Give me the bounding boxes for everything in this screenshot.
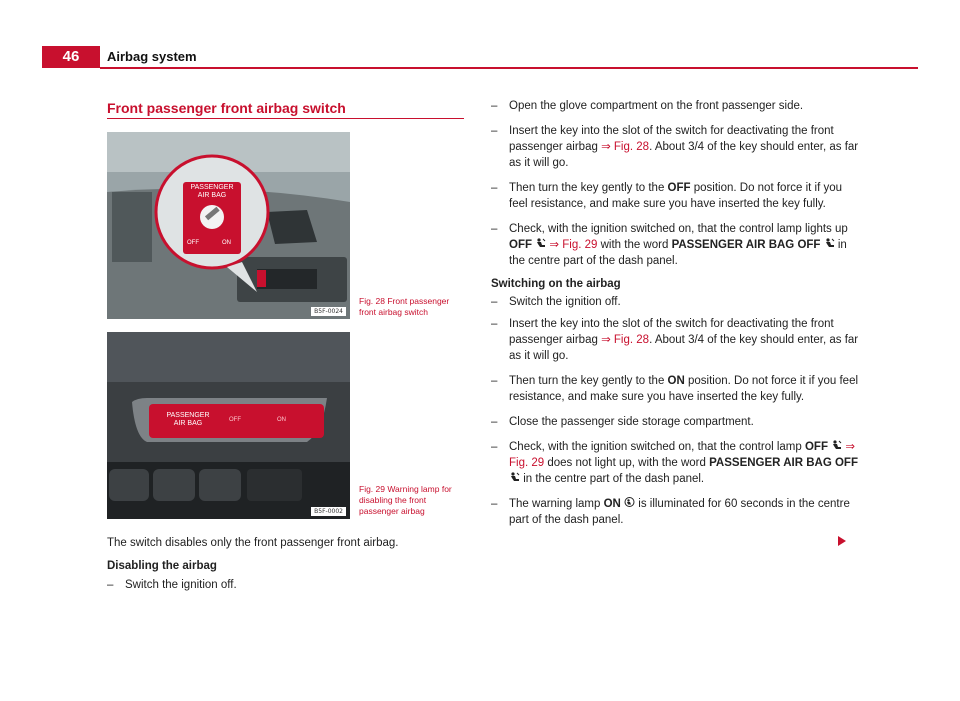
figure-28-image: [107, 132, 350, 319]
list-item: [491, 123, 861, 171]
intro-paragraph: The switch disables only the front passenger front airbag.: [107, 537, 399, 549]
list-item: [491, 221, 861, 269]
dash-bullet: –: [491, 441, 498, 453]
list-item: [491, 294, 861, 310]
key-position-on: ON: [667, 375, 685, 387]
list-item-text: Check, with the ignition switched on, that the control lamp lights up: [509, 223, 848, 235]
list-item: [491, 496, 861, 528]
lamp-word-label: PASSENGER AIR BAG OFF: [709, 457, 858, 469]
lamp-word-label: PASSENGER AIR BAG OFF: [671, 239, 821, 251]
airbag-seat-icon: [624, 497, 635, 507]
list-item-text: Switch the ignition off.: [509, 296, 621, 308]
airbag-person-icon: [509, 472, 520, 482]
list-item: [491, 316, 861, 364]
list-item-text: Switch the ignition off.: [125, 579, 237, 591]
list-item: [491, 439, 861, 487]
dash-bullet: –: [491, 416, 498, 428]
dash-bullet: –: [491, 125, 498, 137]
list-item: [107, 577, 464, 593]
warning-panel-illustration: [107, 332, 350, 519]
dash-bullet: –: [107, 579, 114, 591]
airbag-person-icon: [535, 238, 546, 248]
panel-on-lamp: ON: [277, 417, 286, 423]
airbag-person-icon: [824, 238, 835, 248]
list-item-text: does not light up, with the word: [544, 457, 710, 469]
inset-on-label: ON: [222, 240, 231, 246]
figure-reference-link[interactable]: ⇒ Fig. 29: [549, 239, 598, 251]
list-item-text: position. Do not force it if you feel resistance, and make sure you have inserted the key fully.: [509, 375, 859, 403]
running-title: Airbag system: [107, 49, 197, 64]
list-item: [491, 373, 861, 405]
figure-code: B5F-0024: [311, 307, 346, 316]
list-item-text: The warning lamp: [509, 498, 604, 510]
dash-bullet: –: [491, 182, 498, 194]
inset-off-label: OFF: [187, 240, 199, 246]
inset-label-line1: PASSENGER: [190, 184, 234, 191]
list-item-text: Then turn the key gently to the: [509, 375, 668, 387]
page-number: 46: [42, 46, 100, 68]
header-rule: [100, 67, 918, 69]
panel-label-line2: AIR BAG: [173, 420, 203, 427]
section-rule: [107, 118, 464, 119]
key-position-off: OFF: [667, 182, 691, 194]
airbag-person-icon: [831, 440, 842, 450]
section-title: Front passenger front airbag switch: [107, 100, 346, 116]
lamp-off-symbol: OFF: [509, 239, 532, 251]
dash-bullet: –: [491, 296, 498, 308]
right-column: [491, 98, 861, 537]
list-item-text: . About 3/4 of the key should enter, as far as it will go.: [509, 334, 859, 362]
figure-reference-link[interactable]: ⇒ Fig. 28: [601, 141, 650, 153]
list-item-text: Open the glove compartment on the front passenger side.: [509, 100, 804, 112]
list-item-text: is illuminated for 60 seconds in the centre part of the dash panel.: [509, 498, 850, 526]
list-item-text: position. Do not force it if you feel resistance, and make sure you have inserted the key fully.: [509, 182, 843, 210]
continue-arrow-icon: [838, 536, 846, 546]
list-item-text: in the centre part of the dash panel.: [523, 473, 705, 485]
lamp-off-symbol: OFF: [804, 441, 828, 453]
figure-29-caption: Fig. 29 Warning lamp for disabling the front passenger airbag: [359, 484, 452, 516]
list-item-text: Insert the key into the slot of the switch for deactivating the front passenger airbag: [509, 125, 834, 153]
figure-reference-link[interactable]: ⇒ Fig. 29: [509, 441, 856, 469]
dash-bullet: –: [491, 223, 498, 235]
dash-bullet: –: [491, 100, 498, 112]
list-item-text: . About 3/4 of the key should enter, as far as it will go.: [509, 141, 859, 169]
dash-bullet: –: [491, 375, 498, 387]
list-item-text: Close the passenger side storage compartment.: [509, 416, 754, 428]
left-body-text: [107, 535, 464, 602]
dash-bullet: –: [491, 498, 498, 510]
inset-label-line2: AIR BAG: [197, 192, 227, 199]
panel-off-lamp: OFF: [229, 417, 241, 423]
subhead-switching-on: Switching on the airbag: [491, 278, 621, 290]
lamp-on-symbol: ON: [603, 498, 621, 510]
figure-29-image: [107, 332, 350, 519]
dashboard-illustration: [107, 132, 350, 319]
list-item-text: with the word: [597, 239, 672, 251]
figure-reference-link[interactable]: ⇒ Fig. 28: [601, 334, 650, 346]
list-item: [491, 98, 861, 114]
list-item-text: Check, with the ignition switched on, that the control lamp: [509, 441, 805, 453]
dash-bullet: –: [491, 318, 498, 330]
list-item-text: Then turn the key gently to the: [509, 182, 668, 194]
list-item-text: Insert the key into the slot of the switch for deactivating the front passenger airbag: [509, 318, 834, 346]
figure-code: B5F-0002: [311, 507, 346, 516]
subhead-disabling: Disabling the airbag: [107, 560, 217, 572]
panel-label-line1: PASSENGER: [166, 412, 210, 419]
list-item: [491, 414, 861, 430]
figure-28-caption: Fig. 28 Front passenger front airbag switch: [359, 296, 450, 317]
list-item-text: in the centre part of the dash panel.: [509, 239, 847, 267]
list-item: [491, 180, 861, 212]
